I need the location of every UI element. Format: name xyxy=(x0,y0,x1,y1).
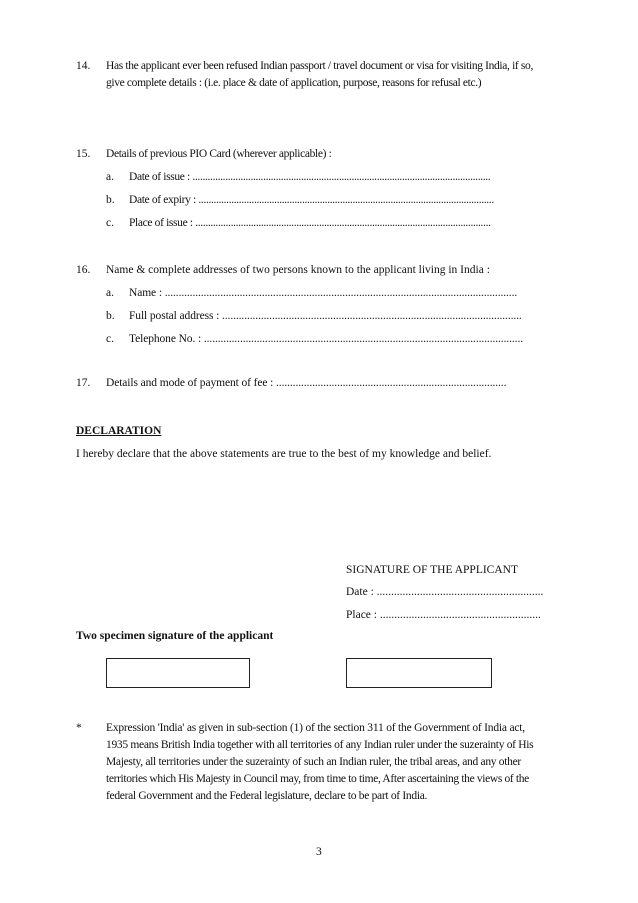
signature-place-field: Place : ........................................................ xyxy=(346,609,541,621)
full-postal-address-field: Full postal address : ............................................................................................................ xyxy=(129,310,522,322)
telephone-number-field: Telephone No. : ................................................................................................................... xyxy=(129,333,524,345)
footnote-line: federal Government and the Federal legislature, declare to be part of India. xyxy=(106,790,428,802)
specimen-signature-box-1[interactable] xyxy=(106,658,250,688)
specimen-signature-heading: Two specimen signature of the applicant xyxy=(76,630,274,642)
footnote-line: Expression 'India' as given in sub-section (1) of the section 311 of the Government of India act, xyxy=(106,722,525,734)
q16-number: 16. xyxy=(76,264,91,276)
q16-item-letter: c. xyxy=(106,333,114,345)
footnote-line: territories which His Majesty in Council may, from time to time, After ascertaining the views of the xyxy=(106,773,529,785)
q15-item-letter: c. xyxy=(106,217,114,229)
q14-text-line2: give complete details : (i.e. place & date of application, purpose, reasons for refusal etc.) xyxy=(106,77,482,89)
q16-item-letter: b. xyxy=(106,310,115,322)
q16-item-letter: a. xyxy=(106,287,114,299)
footnote-line: 1935 means British India together with all territories of any Indian ruler under the suzerainty of His xyxy=(106,739,534,751)
date-of-expiry-field: Date of expiry : ..................................................................................................................... xyxy=(129,194,494,206)
q15-number: 15. xyxy=(76,148,91,160)
fee-payment-field: Details and mode of payment of fee : ................................................................................... xyxy=(106,377,507,389)
reference-name-field: Name : ............................................................................................................................... xyxy=(129,287,518,299)
q14-number: 14. xyxy=(76,60,91,72)
q14-text-line1: Has the applicant ever been refused Indian passport / travel document or visa for visiting India, if so, xyxy=(106,60,533,72)
q15-item-letter: a. xyxy=(106,171,114,183)
declaration-heading: DECLARATION xyxy=(76,425,162,437)
q16-title: Name & complete addresses of two persons known to the applicant living in India : xyxy=(106,264,490,276)
declaration-text: I hereby declare that the above statements are true to the best of my knowledge and belief. xyxy=(76,448,492,460)
q15-title: Details of previous PIO Card (wherever applicable) : xyxy=(106,148,332,160)
page-number: 3 xyxy=(316,846,322,858)
specimen-signature-box-2[interactable] xyxy=(346,658,492,688)
q15-item-letter: b. xyxy=(106,194,115,206)
place-of-issue-field: Place of issue : ..................................................................................................................... xyxy=(129,217,491,229)
footnote-line: Majesty, all territories under the suzerainty of such an Indian ruler, the tribal areas, and any other xyxy=(106,756,521,768)
signature-date-field: Date : .......................................................... xyxy=(346,586,544,598)
footnote-marker: * xyxy=(76,722,82,734)
date-of-issue-field: Date of issue : ...................................................................................................................... xyxy=(129,171,491,183)
signature-title: SIGNATURE OF THE APPLICANT xyxy=(346,564,518,576)
q17-number: 17. xyxy=(76,377,91,389)
